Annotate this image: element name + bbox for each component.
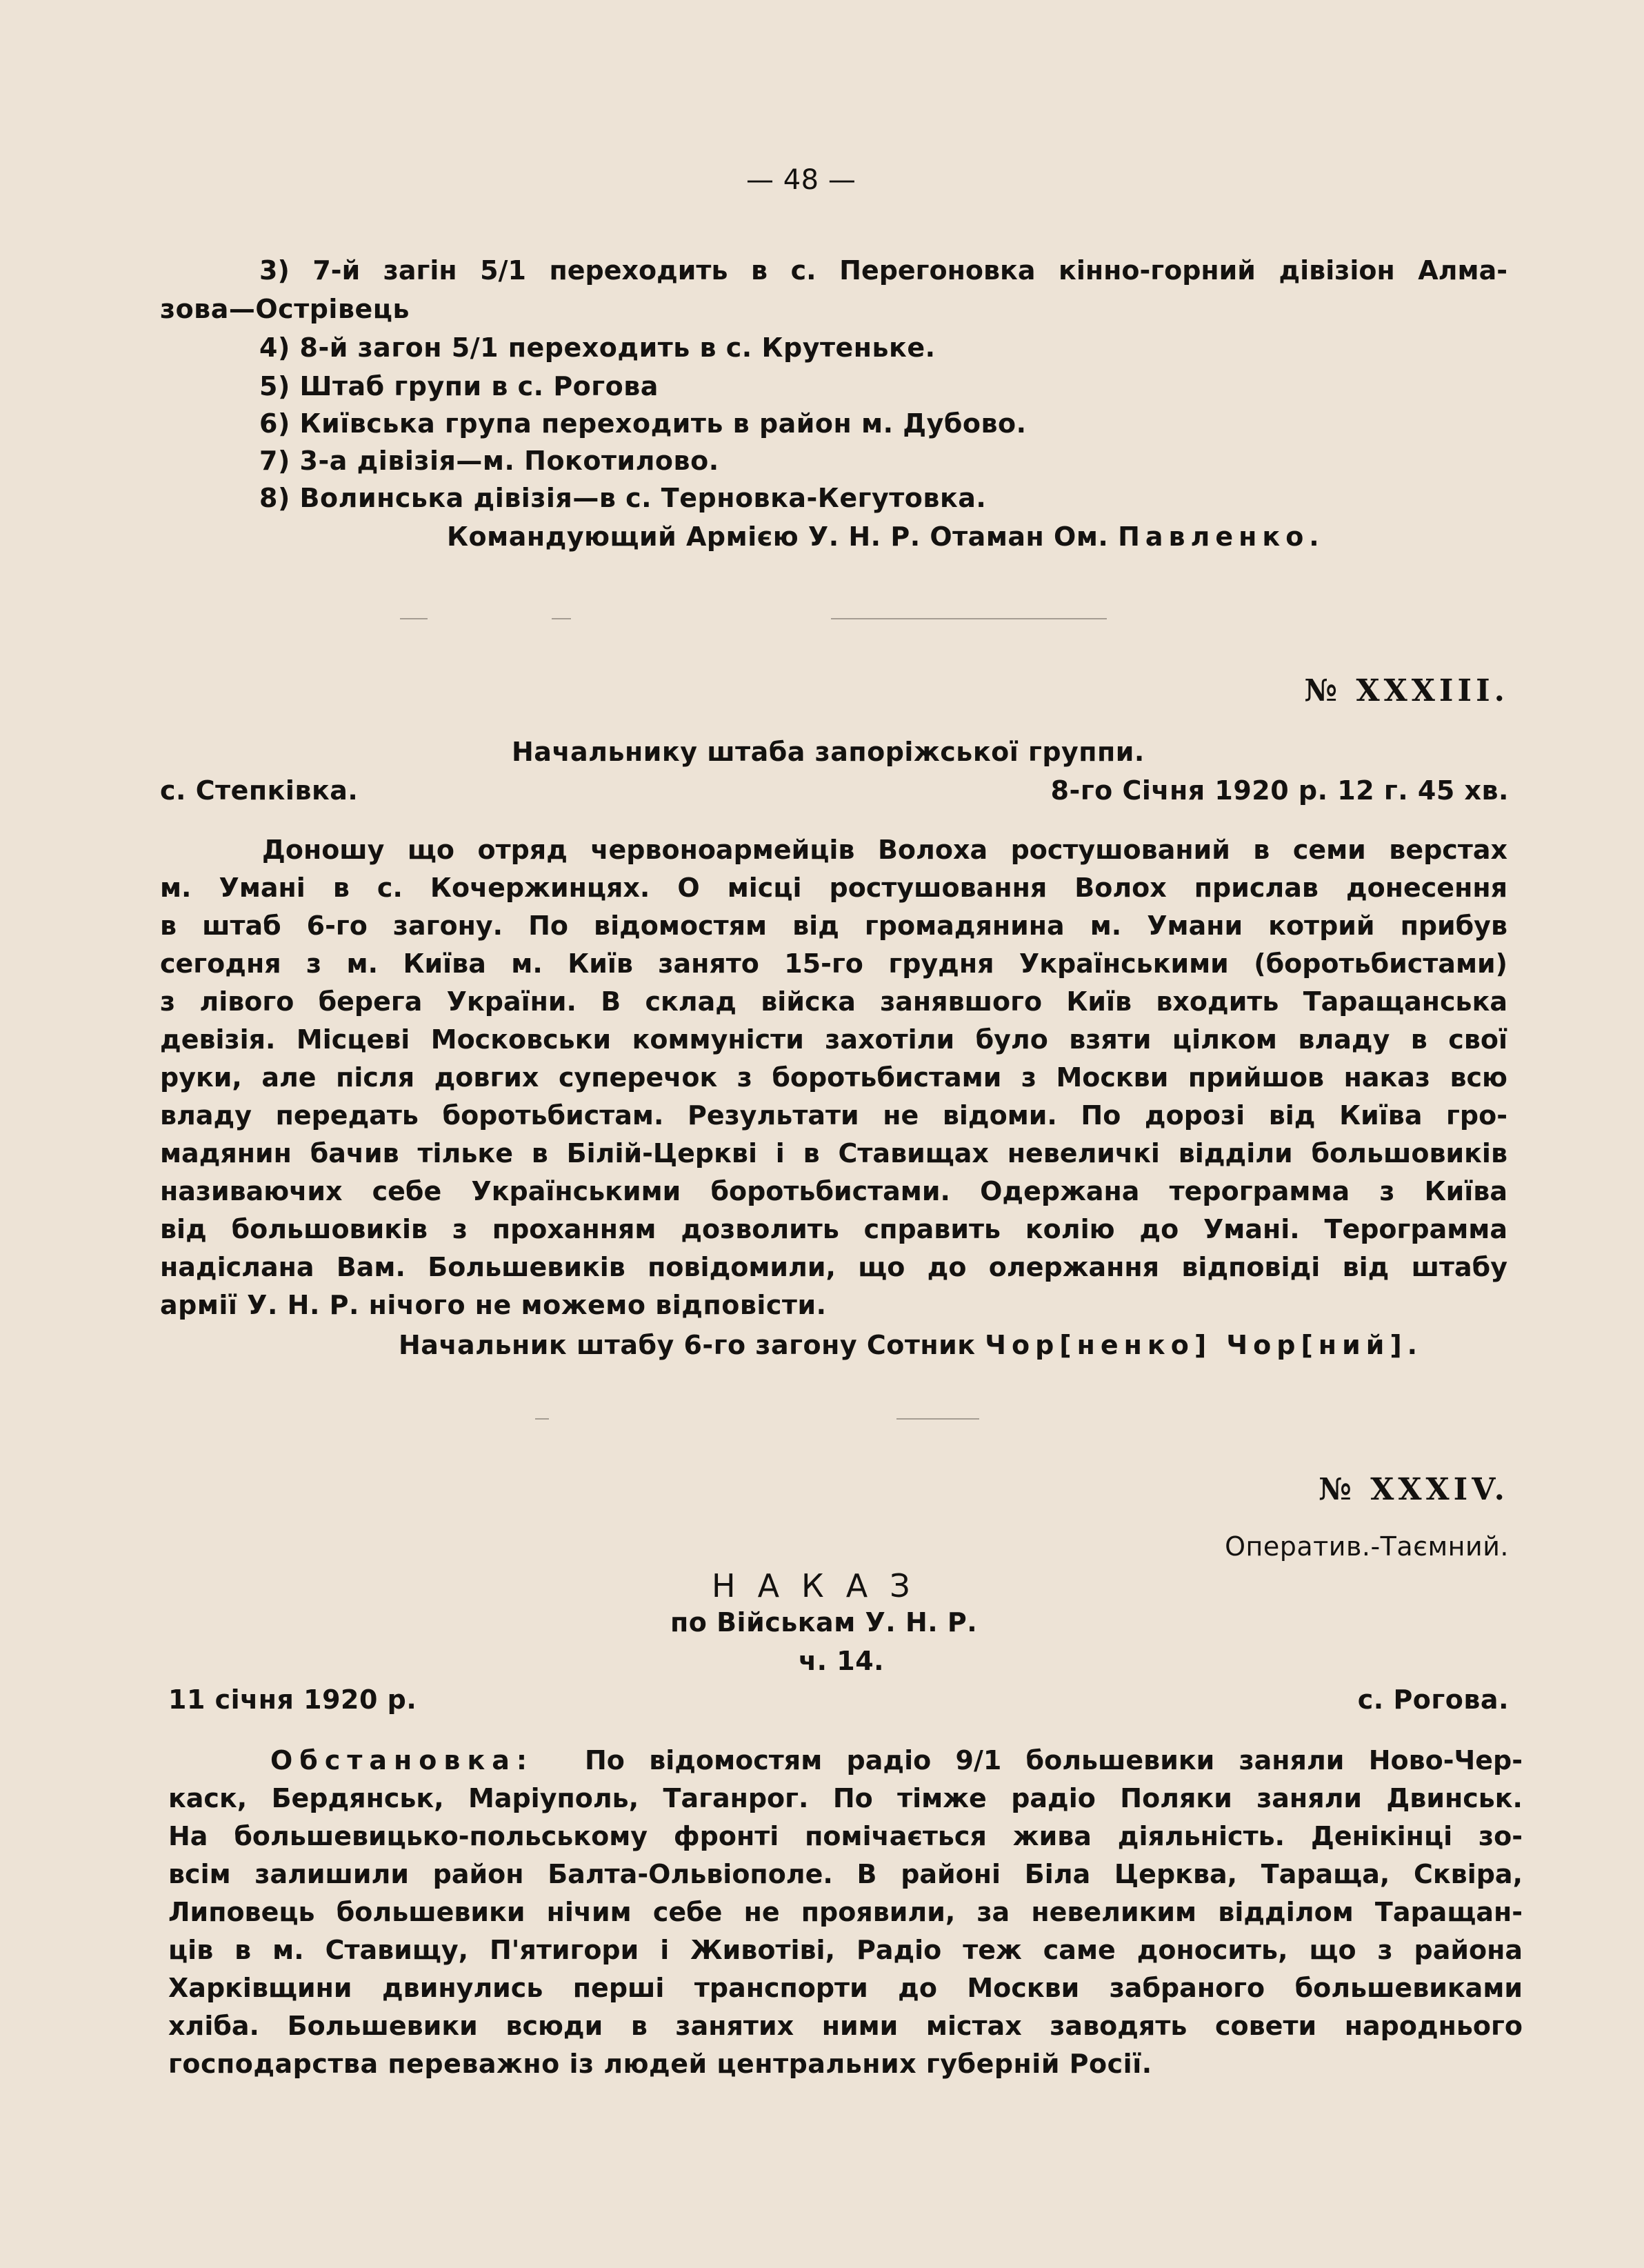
body-line-33: армії У. Н. Р. нічого не можемо відповісти.	[160, 1290, 827, 1320]
body-line-33: Доношу що отряд червоноармейців Волоха ростушований в семи верстах	[262, 835, 1507, 865]
body-line-33: м. Умані в с. Кочержинцях. О місці ростушовання Волох прислав донесення	[160, 873, 1507, 903]
body-line-33: сегодня з м. Київа м. Київ занято 15-го грудня Українськими (боротьбистами)	[160, 948, 1507, 979]
signature-chief-of-staff	[399, 1330, 1423, 1360]
document-number-34: № XXXIV.	[1319, 1472, 1509, 1507]
signature-commander	[447, 521, 1325, 552]
body-line-33: владу передать боротьбистам. Результати не відоми. По дорозі від Київа гро-	[160, 1100, 1507, 1131]
body-line-33: з лівого берега України. В склад війска занявшого Київ входить Таращанська	[160, 986, 1507, 1017]
body-line-34: хліба. Большевики всюди в занятих ними містах заводять совети народнього	[168, 2011, 1523, 2041]
body-line-34: господарства переважно із людей центральних губерній Росії.	[168, 2049, 1152, 2079]
order-title: НАКАЗ	[712, 1567, 932, 1604]
list-item-3-continued: зова—Острівець	[160, 294, 410, 324]
list-item-7: 7) 3-а дівізія—м. Покотилово.	[259, 446, 719, 476]
separator-line	[831, 618, 1107, 619]
list-item-6: 6) Київська група переходить в район м. Дубово.	[259, 408, 1027, 439]
body-line-33: надіслана Вам. Большевиків повідомили, що до олержання відповіді від штабу	[160, 1252, 1507, 1282]
list-item-8: 8) Волинська дівізія—в с. Терновка-Кегутовка.	[259, 483, 987, 513]
body-line-34: ців в м. Ставищу, П'ятигори і Животіві, Радіо теж саме доносить, що з района	[168, 1935, 1523, 1965]
body-line-33: від большовиків з проханням дозволить справить колію до Умані. Терограмма	[160, 1214, 1507, 1244]
situation-lead: Обстановка:	[270, 1745, 534, 1775]
body-line-33: в штаб 6-го загону. По відомостям від громадянина м. Умани котрий прибув	[160, 911, 1507, 941]
date-34: 11 січня 1920 р.	[168, 1684, 417, 1715]
addressee: Начальнику штаба запоріжської группи.	[512, 737, 1145, 767]
signature-prefix: Начальник штабу 6-го загону Сотник	[399, 1330, 976, 1360]
separator-dot	[552, 618, 571, 619]
body-line-33: мадянин бачив тільке в Білій-Церкві і в Ставищах невеличкі відділи большовиків	[160, 1138, 1507, 1168]
date-33: 8-го Січня 1920 р. 12 г. 45 хв.	[1050, 775, 1509, 806]
body-line-34: всім залишили район Балта-Ольвіополе. В районі Біла Церква, Тараща, Сквіра,	[168, 1859, 1523, 1889]
body-line-33: руки, але після довгих суперечок з боротьбистами з Москви прийшов наказ всю	[160, 1062, 1507, 1093]
page-number: — 48 —	[746, 164, 856, 196]
body-line-34: каск, Бердянськ, Маріуполь, Таганрог. По тімже радіо Поляки заняли Двинськ.	[168, 1783, 1523, 1813]
separator-dot	[535, 1418, 549, 1420]
list-item-5: 5) Штаб групи в с. Рогова	[259, 371, 659, 401]
body-line-33: девізія. Місцеві Московськи коммуністи захотіли було взяти цілком владу в свої	[160, 1024, 1507, 1055]
list-item-3: 3) 7-й загін 5/1 переходить в с. Перегоновка кінно-горний дівізіон Алма-	[259, 255, 1507, 286]
body-line-34: По відомостям радіо 9/1 большевики заняли Ново-Чер-	[585, 1745, 1523, 1775]
body-line-34: Липовець большевики нічим себе не проявили, за невеликим відділом Таращан-	[168, 1897, 1523, 1927]
body-line-34: Харківщини двинулись перші транспорти до Москви забраного большевиками	[168, 1973, 1523, 2003]
place-34: с. Рогова.	[1357, 1684, 1509, 1715]
order-part: ч. 14.	[799, 1646, 885, 1676]
place-33: с. Степківка.	[160, 775, 359, 806]
signature-name: Чор[ненко] Чор[ний].	[985, 1330, 1423, 1360]
signature-prefix: Командующий Армією У. Н. Р. Отаман Ом.	[447, 521, 1109, 552]
order-subtitle: по Військам У. Н. Р.	[670, 1607, 978, 1638]
document-number-33: № XXXIII.	[1304, 673, 1509, 708]
separator-line	[896, 1418, 979, 1420]
body-line-33: називаючих себе Українськими боротьбистами. Одержана терограмма з Київа	[160, 1176, 1507, 1206]
body-line-34: На большевицько-польському фронті помічається жива діяльність. Денікінці зо-	[168, 1821, 1523, 1851]
separator-dot	[400, 618, 428, 619]
classification: Оператив.-Таємний.	[1225, 1531, 1509, 1562]
signature-name: Павленко.	[1118, 521, 1325, 552]
list-item-4: 4) 8-й загон 5/1 переходить в с. Крутеньке.	[259, 332, 936, 363]
